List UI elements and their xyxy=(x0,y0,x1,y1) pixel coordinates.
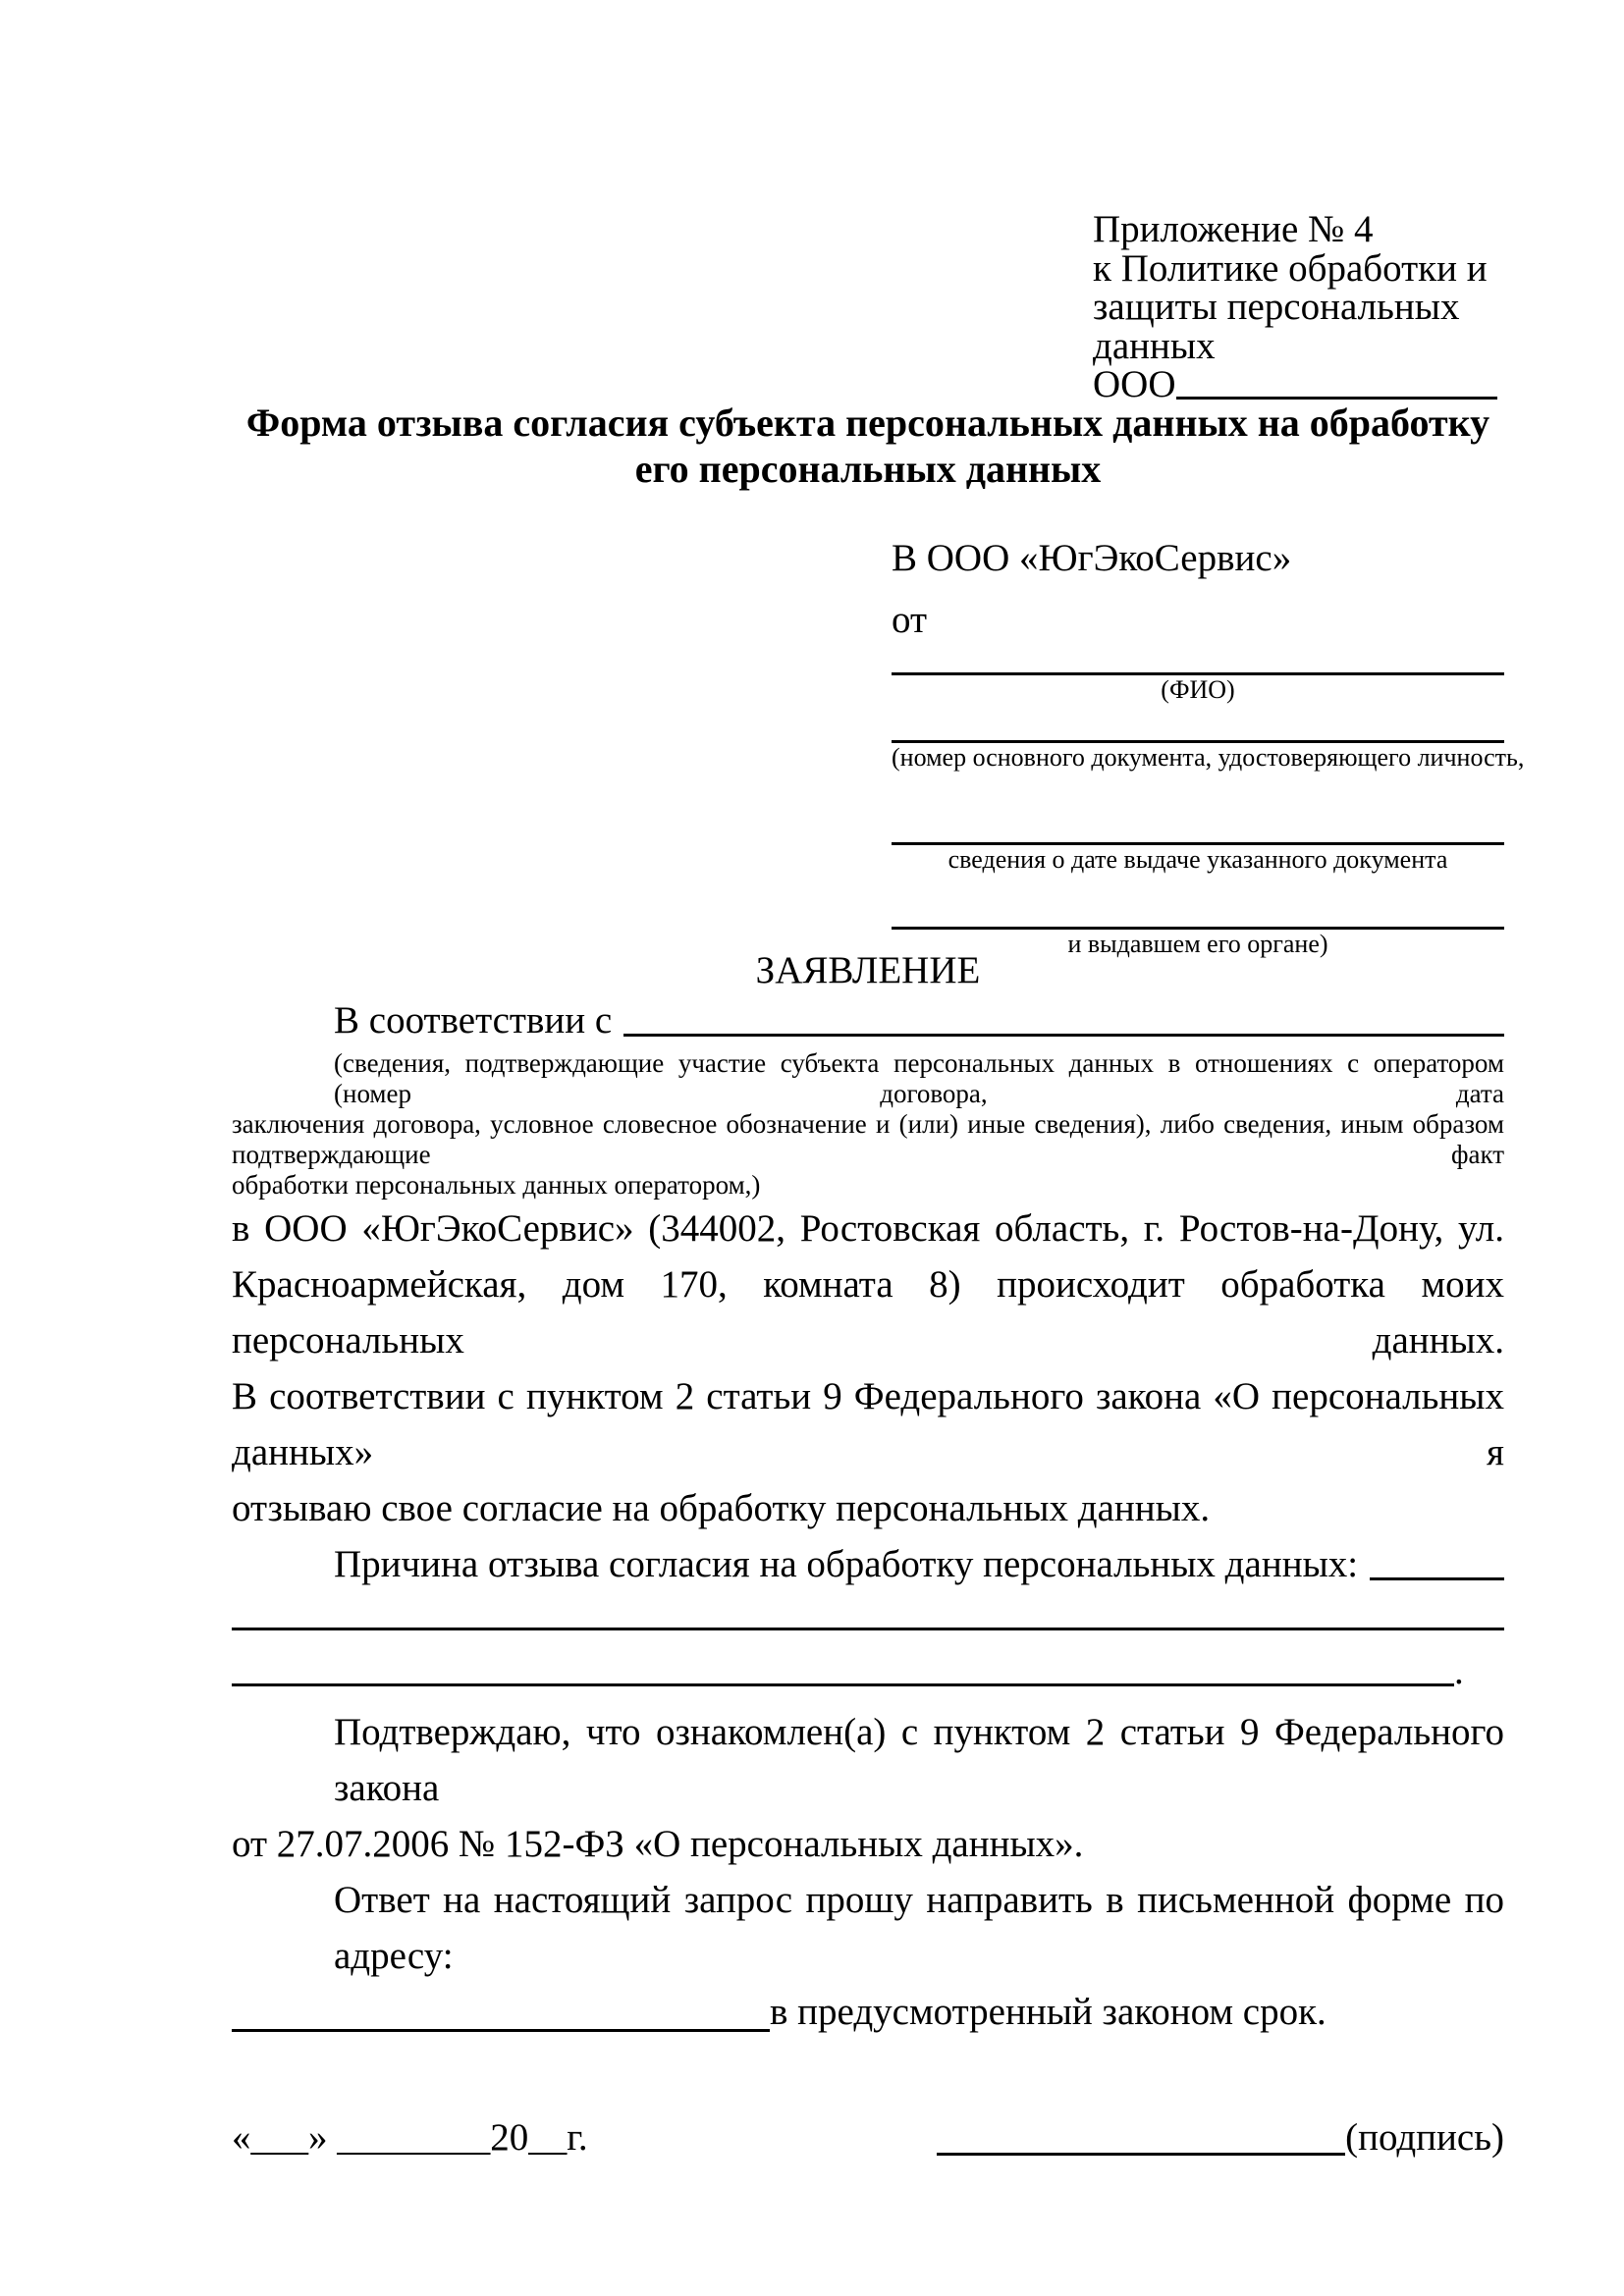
body-line-3: В соответствии с пунктом 2 статьи 9 Федерального закона «О персональных данных» я xyxy=(232,1375,1504,1473)
reply-tail-text: в предусмотренный законом срок. xyxy=(770,1991,1326,2033)
issue-date-caption: сведения о дате выдаче указанного документа xyxy=(947,845,1448,874)
confirm-paragraph xyxy=(232,1704,1504,1872)
appendix-line-2: к Политике обработки и xyxy=(1093,246,1488,290)
document-number-blank-line xyxy=(892,705,1504,743)
fio-blank-line xyxy=(892,639,1504,675)
statement-section xyxy=(232,949,1504,2165)
appendix-block xyxy=(1093,210,1497,404)
body-line-4: отзываю свое согласие на обработку персональных данных. xyxy=(232,1487,1211,1529)
signature-blank-line xyxy=(937,2109,1345,2156)
date-line: «___» ________20__г. xyxy=(232,2116,588,2159)
accordance-caption xyxy=(232,1048,1504,1201)
confirm-line-2: от 27.07.2006 № 152-ФЗ «О персональных данных». xyxy=(232,1823,1084,1865)
fio-caption: (ФИО) xyxy=(1161,675,1235,704)
reason-blank-line-1 xyxy=(1370,1536,1504,1580)
statement-heading: ЗАЯВЛЕНИЕ xyxy=(755,949,981,991)
signature-group xyxy=(937,2109,1504,2165)
reason-end-period: . xyxy=(1454,1650,1464,1692)
in-accordance-blank-line xyxy=(623,992,1504,1037)
appendix-line-1: Приложение № 4 xyxy=(1093,208,1374,250)
reason-blank-row-3 xyxy=(232,1648,1504,1704)
recipient-company: В ООО «ЮгЭкоСервис» xyxy=(892,537,1292,579)
document-title-line-1: Форма отзыва согласия субъекта персональных данных на обработку xyxy=(245,400,1490,445)
document-number-caption: (номер основного документа, удостоверяющего личность, xyxy=(892,743,1525,772)
issue-date-blank-line xyxy=(892,773,1504,845)
footer-row xyxy=(232,2109,1504,2165)
address-blank-line xyxy=(232,1984,770,2032)
reply-paragraph: Ответ на настоящий запрос прошу направить в письменной форме по адресу: xyxy=(334,1879,1504,1977)
appendix-line-3: защиты персональных данных xyxy=(1093,286,1460,367)
accordance-caption-line-1: (сведения, подтверждающие участие субъекта персональных данных в отношениях с оператором (номер договора, дата xyxy=(334,1048,1504,1108)
accordance-caption-line-2: заключения договора, условное словесное обозначение и (или) иные сведения), либо сведения, иным образом подтверждающие факт xyxy=(232,1109,1504,1169)
document-title xyxy=(232,400,1504,492)
appendix-ooo-row xyxy=(1093,365,1497,404)
ooo-blank-line xyxy=(1176,365,1498,400)
address-row xyxy=(232,1984,1504,2040)
ooo-label: ООО xyxy=(1093,363,1176,405)
signature-caption: (подпись) xyxy=(1345,2116,1504,2159)
reason-row xyxy=(232,1536,1504,1592)
document-title-line-2: его персональных данных xyxy=(634,447,1102,491)
issuing-authority-blank-line xyxy=(892,875,1504,930)
confirm-line-1: Подтверждаю, что ознакомлен(а) с пунктом 2 статьи 9 Федерального закона xyxy=(334,1711,1504,1809)
in-accordance-row xyxy=(232,992,1504,1048)
body-paragraph xyxy=(232,1201,1504,1536)
recipient-block xyxy=(892,530,1525,959)
reason-blank-line-3 xyxy=(232,1648,1454,1686)
body-line-2: Красноармейская, дом 170, комната 8) происходит обработка моих персональных данных. xyxy=(232,1263,1504,1362)
reason-label: Причина отзыва согласия на обработку персональных данных: xyxy=(334,1543,1359,1585)
accordance-caption-line-3: обработки персональных данных оператором,) xyxy=(232,1170,761,1200)
issuing-authority-caption: и выдавшем его органе) xyxy=(1067,930,1328,958)
reason-blank-line-2 xyxy=(232,1592,1504,1630)
from-label: от xyxy=(892,599,928,641)
body-line-1: в ООО «ЮгЭкоСервис» (344002, Ростовская область, г. Ростов-на-Дону, ул. xyxy=(232,1207,1504,1250)
in-accordance-label: В соответствии с xyxy=(334,999,613,1041)
